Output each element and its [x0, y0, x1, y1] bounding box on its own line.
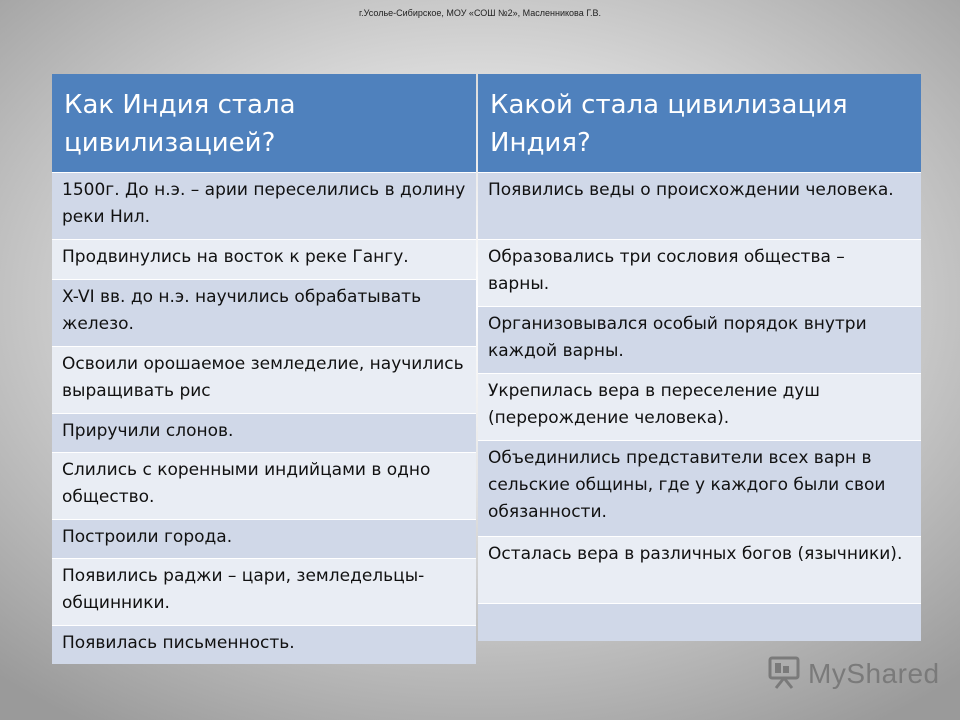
myshared-logo — [766, 654, 940, 694]
table-row: Укрепилась вера в переселение душ (перерождение человека). — [478, 373, 921, 440]
left-table-header: Как Индия стала цивилизацией? — [52, 74, 476, 172]
table-row: Слились с коренными индийцами в одно общество. — [52, 452, 476, 519]
author-credit: г.Усолье-Сибирское, МОУ «СОШ №2», Масленникова Г.В. — [359, 8, 601, 18]
table-row: 1500г. До н.э. – арии переселились в долину реки Нил. — [52, 172, 476, 239]
table-row: Организовывался особый порядок внутри каждой варны. — [478, 306, 921, 373]
table-row: X-VI вв. до н.э. научились обрабатывать железо. — [52, 279, 476, 346]
table-row: Появились раджи – цари, земледельцы-общинники. — [52, 558, 476, 625]
table-row: Приручили слонов. — [52, 413, 476, 452]
table-row: Объединились представители всех варн в сельские общины, где у каждого были свои обязанности. — [478, 440, 921, 536]
presentation-board-icon — [766, 654, 802, 694]
right-table — [478, 74, 921, 641]
right-table-header: Какой стала цивилизация Индия? — [478, 74, 921, 172]
left-table — [52, 74, 476, 664]
table-row: Осталась вера в различных богов (язычники). — [478, 536, 921, 603]
table-row: Появилась письменность. — [52, 625, 476, 664]
table-row: Образовались три сословия общества – варны. — [478, 239, 921, 306]
table-row: Появились веды о происхождении человека. — [478, 172, 921, 239]
logo-text: MyShared — [808, 658, 940, 689]
table-row: Продвинулись на восток к реке Гангу. — [52, 239, 476, 279]
table-row: Построили города. — [52, 519, 476, 558]
table-row: Освоили орошаемое земледелие, научились выращивать рис — [52, 346, 476, 413]
table-row-empty — [478, 603, 921, 641]
